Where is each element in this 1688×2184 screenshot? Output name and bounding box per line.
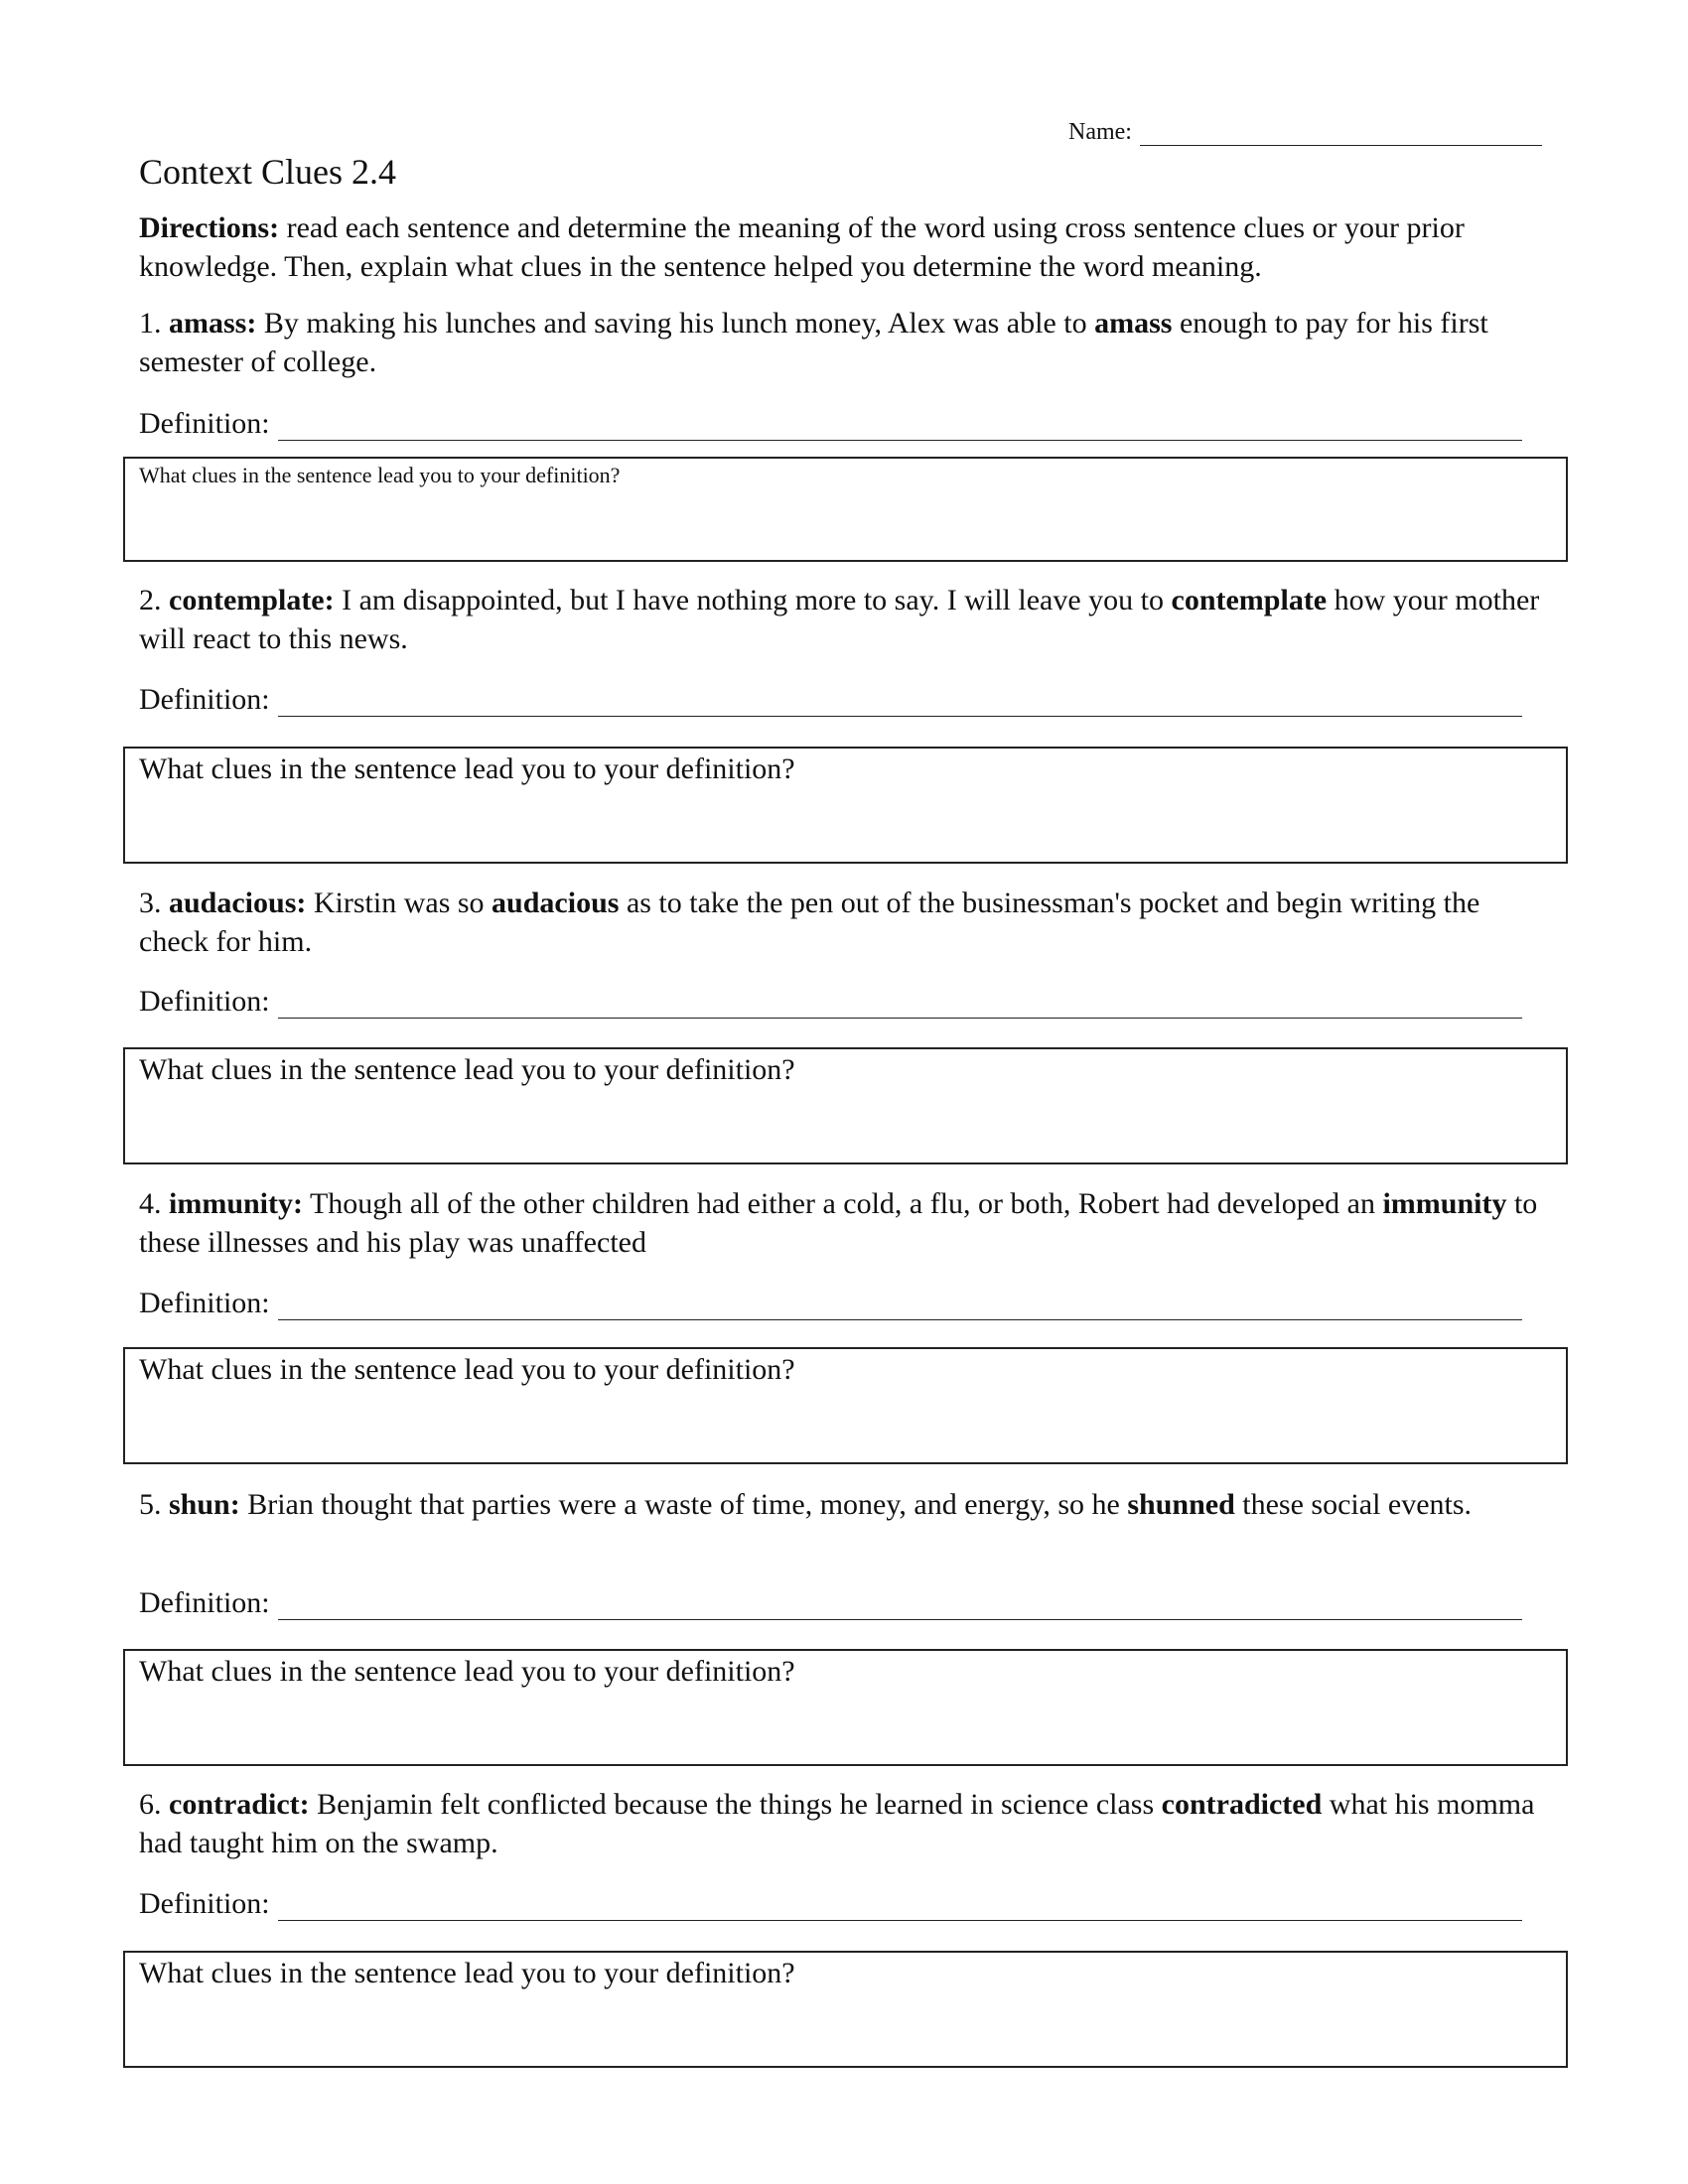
question-word: immunity: [169, 1187, 303, 1220]
question-word: contradict: [169, 1788, 310, 1821]
question-number: 3. [139, 887, 162, 919]
sentence-text: I am disappointed, but I have nothing more to say. I will leave you to [334, 584, 1172, 616]
definition-row-3 [139, 985, 1522, 1019]
sentence-keyword: amass [1094, 307, 1173, 340]
sentence-text: to these illnesses and his play was unaffected [139, 1187, 1538, 1259]
name-label: Name: [1068, 119, 1132, 145]
question-2 [139, 581, 1549, 658]
question-word: shun: [169, 1488, 240, 1521]
question-word: audacious: [169, 887, 307, 919]
question-number: 5. [139, 1488, 162, 1521]
question-number: 2. [139, 584, 162, 616]
sentence-keyword: immunity [1382, 1187, 1507, 1220]
sentence-keyword: shunned [1127, 1488, 1235, 1521]
clue-prompt: What clues in the sentence lead you to your definition? [139, 1353, 795, 1386]
question-1 [139, 304, 1549, 381]
name-input-line[interactable] [1140, 119, 1542, 146]
definition-row-2 [139, 683, 1522, 717]
clue-prompt: What clues in the sentence lead you to your definition? [139, 463, 621, 487]
question-number: 4. [139, 1187, 162, 1220]
definition-row-6 [139, 1887, 1522, 1921]
directions [139, 208, 1549, 286]
clue-box-6[interactable] [123, 1951, 1568, 2068]
sentence-text: By making his lunches and saving his lunch money, Alex was able to [256, 307, 1095, 340]
definition-label: Definition: [139, 1287, 270, 1319]
clue-box-3[interactable] [123, 1047, 1568, 1164]
question-3 [139, 884, 1549, 961]
clue-prompt: What clues in the sentence lead you to your definition? [139, 752, 795, 785]
question-4 [139, 1184, 1549, 1262]
question-word: contemplate: [169, 584, 335, 616]
clue-box-1[interactable] [123, 457, 1568, 562]
clue-prompt: What clues in the sentence lead you to your definition? [139, 1053, 795, 1086]
question-5 [139, 1485, 1549, 1524]
definition-line[interactable] [278, 1589, 1522, 1620]
directions-text: read each sentence and determine the meaning of the word using cross sentence clues or your prior knowledge. Then, explain what clues in the sentence helped you determine the word meaning. [139, 211, 1465, 283]
definition-line[interactable] [278, 1890, 1522, 1921]
definition-line[interactable] [278, 686, 1522, 717]
question-number: 6. [139, 1788, 162, 1821]
clue-prompt: What clues in the sentence lead you to your definition? [139, 1655, 795, 1688]
definition-row-4 [139, 1287, 1522, 1320]
sentence-text: what his momma had taught him on the swamp. [139, 1788, 1535, 1859]
definition-label: Definition: [139, 985, 270, 1018]
sentence-keyword: contradicted [1161, 1788, 1323, 1821]
definition-line[interactable] [278, 988, 1522, 1019]
definition-label: Definition: [139, 1586, 270, 1619]
definition-label: Definition: [139, 407, 270, 440]
sentence-text: these social events. [1234, 1488, 1473, 1521]
sentence-text: as to take the pen out of the businessman's pocket and begin writing the check for him. [139, 887, 1480, 958]
definition-row-5 [139, 1586, 1522, 1620]
sentence-keyword: contemplate [1171, 584, 1328, 616]
definition-line[interactable] [278, 410, 1522, 441]
question-number: 1. [139, 307, 162, 340]
clue-box-2[interactable] [123, 747, 1568, 864]
sentence-text: Though all of the other children had either a cold, a flu, or both, Robert had developed an [303, 1187, 1383, 1220]
directions-label: Directions: [139, 211, 280, 244]
question-word: amass: [169, 307, 257, 340]
sentence-text: Kirstin was so [306, 887, 492, 919]
clue-box-4[interactable] [123, 1347, 1568, 1464]
clue-box-5[interactable] [123, 1649, 1568, 1766]
definition-row-1 [139, 407, 1522, 441]
page-title: Context Clues 2.4 [139, 152, 396, 192]
question-6 [139, 1785, 1549, 1862]
sentence-text: how your mother will react to this news. [139, 584, 1540, 655]
definition-line[interactable] [278, 1290, 1522, 1320]
definition-label: Definition: [139, 1887, 270, 1920]
sentence-text: Benjamin felt conflicted because the things he learned in science class [309, 1788, 1162, 1821]
definition-label: Definition: [139, 683, 270, 716]
clue-prompt: What clues in the sentence lead you to your definition? [139, 1957, 795, 1989]
sentence-text: enough to pay for his first semester of college. [139, 307, 1488, 378]
sentence-keyword: audacious [492, 887, 620, 919]
sentence-text: Brian thought that parties were a waste of time, money, and energy, so he [239, 1488, 1128, 1521]
name-field-row [1068, 119, 1542, 146]
